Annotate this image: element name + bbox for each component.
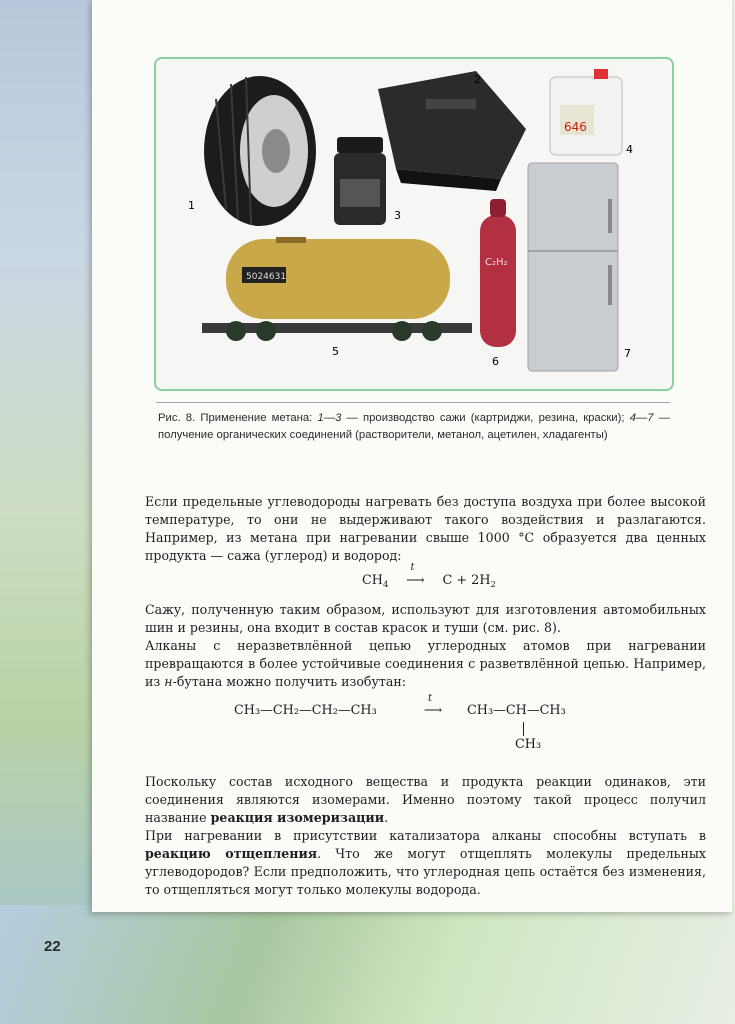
equation-isomerization-branch: CH₃	[515, 737, 542, 752]
equation-methane-decomposition: $CH_4$ t ⟶ $C + 2H_2$	[362, 562, 496, 590]
cylinder-label: C₂H₂	[485, 257, 508, 268]
figure-label-1: 1	[188, 199, 195, 212]
figure-8	[154, 57, 674, 391]
paragraph-5: При нагревании в присутствии катализатора алканы способны вступать в реакцию отщепления. Что же могут отщеплять молекулы предельных углеводородов? Если предположить, что углеродная цепь остаётся без изменения, то отщепляться могут только молекулы водорода.	[145, 828, 706, 897]
refrigerator-illustration	[528, 163, 618, 371]
canister-label: 646	[564, 120, 587, 134]
figure-label-5: 5	[332, 345, 339, 358]
tank-label: 5024631	[246, 272, 287, 282]
background-bottom	[0, 905, 735, 1024]
canister-illustration	[550, 69, 622, 155]
paint-jar-illustration	[334, 137, 386, 225]
figure-label-2: 2	[474, 73, 481, 86]
figure-label-3: 3	[394, 209, 401, 222]
figure-label-4: 4	[626, 143, 633, 156]
equation-isomerization-left: CH₃—CH₂—CH₂—CH₃	[234, 703, 377, 718]
figure-label-6: 6	[492, 355, 499, 368]
page-number: 22	[44, 938, 61, 955]
equation-isomerization-right: CH₃—CH—CH₃	[467, 703, 566, 718]
figure-caption: Рис. 8. Применение метана: 1—3 — производство сажи (картриджи, резина, краски); 4—7 — получение органических соединений (растворители, метанол, ацетилен, хладагенты)	[158, 412, 671, 441]
cartridge-illustration	[378, 71, 526, 191]
paragraph-1: Если предельные углеводороды нагревать без доступа воздуха при более высокой температуре, то они не выдерживают такого воздействия и разлагаются. Например, из метана при нагревании свыше 1000 °С образуется два ценных продукта — сажа (углерод) и водород:	[145, 494, 706, 563]
tank-car-illustration	[202, 237, 472, 341]
paragraph-4: Поскольку состав исходного вещества и продукта реакции одинаков, эти соединения являются изомерами. Именно поэтому такой процесс получил название реакция изомеризации.	[145, 774, 706, 825]
paragraph-2: Сажу, полученную таким образом, используют для изготовления автомобильных шин и резины, она входит в состав красок и туши (см. рис. 8).	[145, 602, 706, 635]
paragraph-3: Алканы с неразветвлённой цепью углеродных атомов при нагревании превращаются в более устойчивые соединения с разветвлённой цепью. Например, из н-бутана можно получить изобутан:	[145, 638, 706, 689]
gas-cylinder-illustration	[480, 199, 516, 347]
equation-branch-bond	[523, 722, 524, 736]
caption-rule	[156, 402, 670, 403]
equation-isomerization-arrow: t ⟶	[423, 693, 443, 718]
figure-label-7: 7	[624, 347, 631, 360]
tyre-illustration	[204, 76, 316, 226]
figure-illustration	[156, 59, 672, 389]
